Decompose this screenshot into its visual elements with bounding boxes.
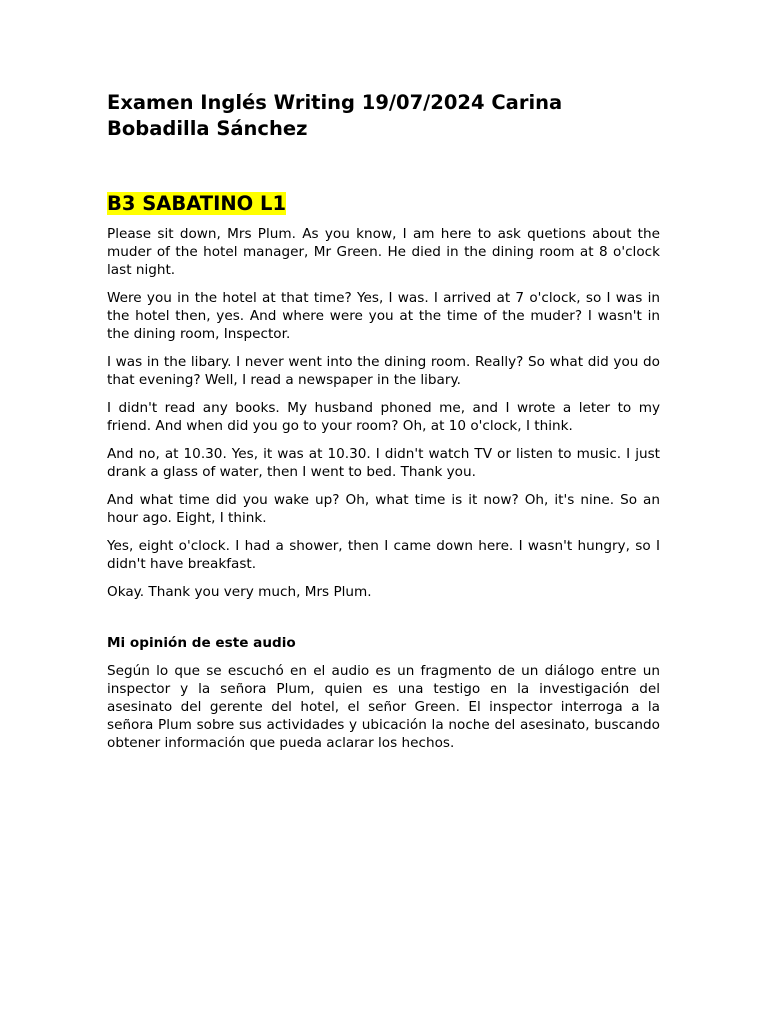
- transcript-paragraph: And what time did you wake up? Oh, what time is it now? Oh, it's nine. So an hour ago. Eight, I think.: [107, 492, 660, 526]
- highlighted-heading-text: B3 SABATINO L1: [107, 192, 287, 215]
- transcript-paragraph: I was in the libary. I never went into the dining room. Really? So what did you do that evening? Well, I read a newspaper in the libary.: [107, 354, 660, 388]
- transcript-paragraph: And no, at 10.30. Yes, it was at 10.30. I didn't watch TV or listen to music. I just drank a glass of water, then I went to bed. Thank you.: [107, 446, 660, 480]
- transcript-body: [107, 225, 660, 601]
- transcript-paragraph: I didn't read any books. My husband phoned me, and I wrote a leter to my friend. And when did you go to your room? Oh, at 10 o'clock, I think.: [107, 400, 660, 434]
- document-page: [107, 90, 660, 752]
- section-heading: [107, 192, 660, 216]
- transcript-paragraph: Yes, eight o'clock. I had a shower, then I came down here. I wasn't hungry, so I didn't have breakfast.: [107, 538, 660, 572]
- transcript-paragraph: Were you in the hotel at that time? Yes, I was. I arrived at 7 o'clock, so I was in the hotel then, yes. And where were you at the time of the muder? I wasn't in the dining room, Inspector.: [107, 290, 660, 342]
- opinion-paragraph: Según lo que se escuchó en el audio es un fragmento de un diálogo entre un inspector y la señora Plum, quien es una testigo en la investigación del asesinato del gerente del hotel, el señor Green. El inspector interroga a la señora Plum sobre sus actividades y ubicación la noche del asesinato, buscando obtener información que pueda aclarar los hechos.: [107, 663, 660, 751]
- transcript-paragraph: Please sit down, Mrs Plum. As you know, I am here to ask quetions about the muder of the hotel manager, Mr Green. He died in the dining room at 8 o'clock last night.: [107, 226, 660, 278]
- transcript-paragraph: Okay. Thank you very much, Mrs Plum.: [107, 584, 372, 600]
- opinion-heading: Mi opinión de este audio: [107, 635, 296, 651]
- document-title: Examen Inglés Writing 19/07/2024 Carina Bobadilla Sánchez: [107, 91, 563, 140]
